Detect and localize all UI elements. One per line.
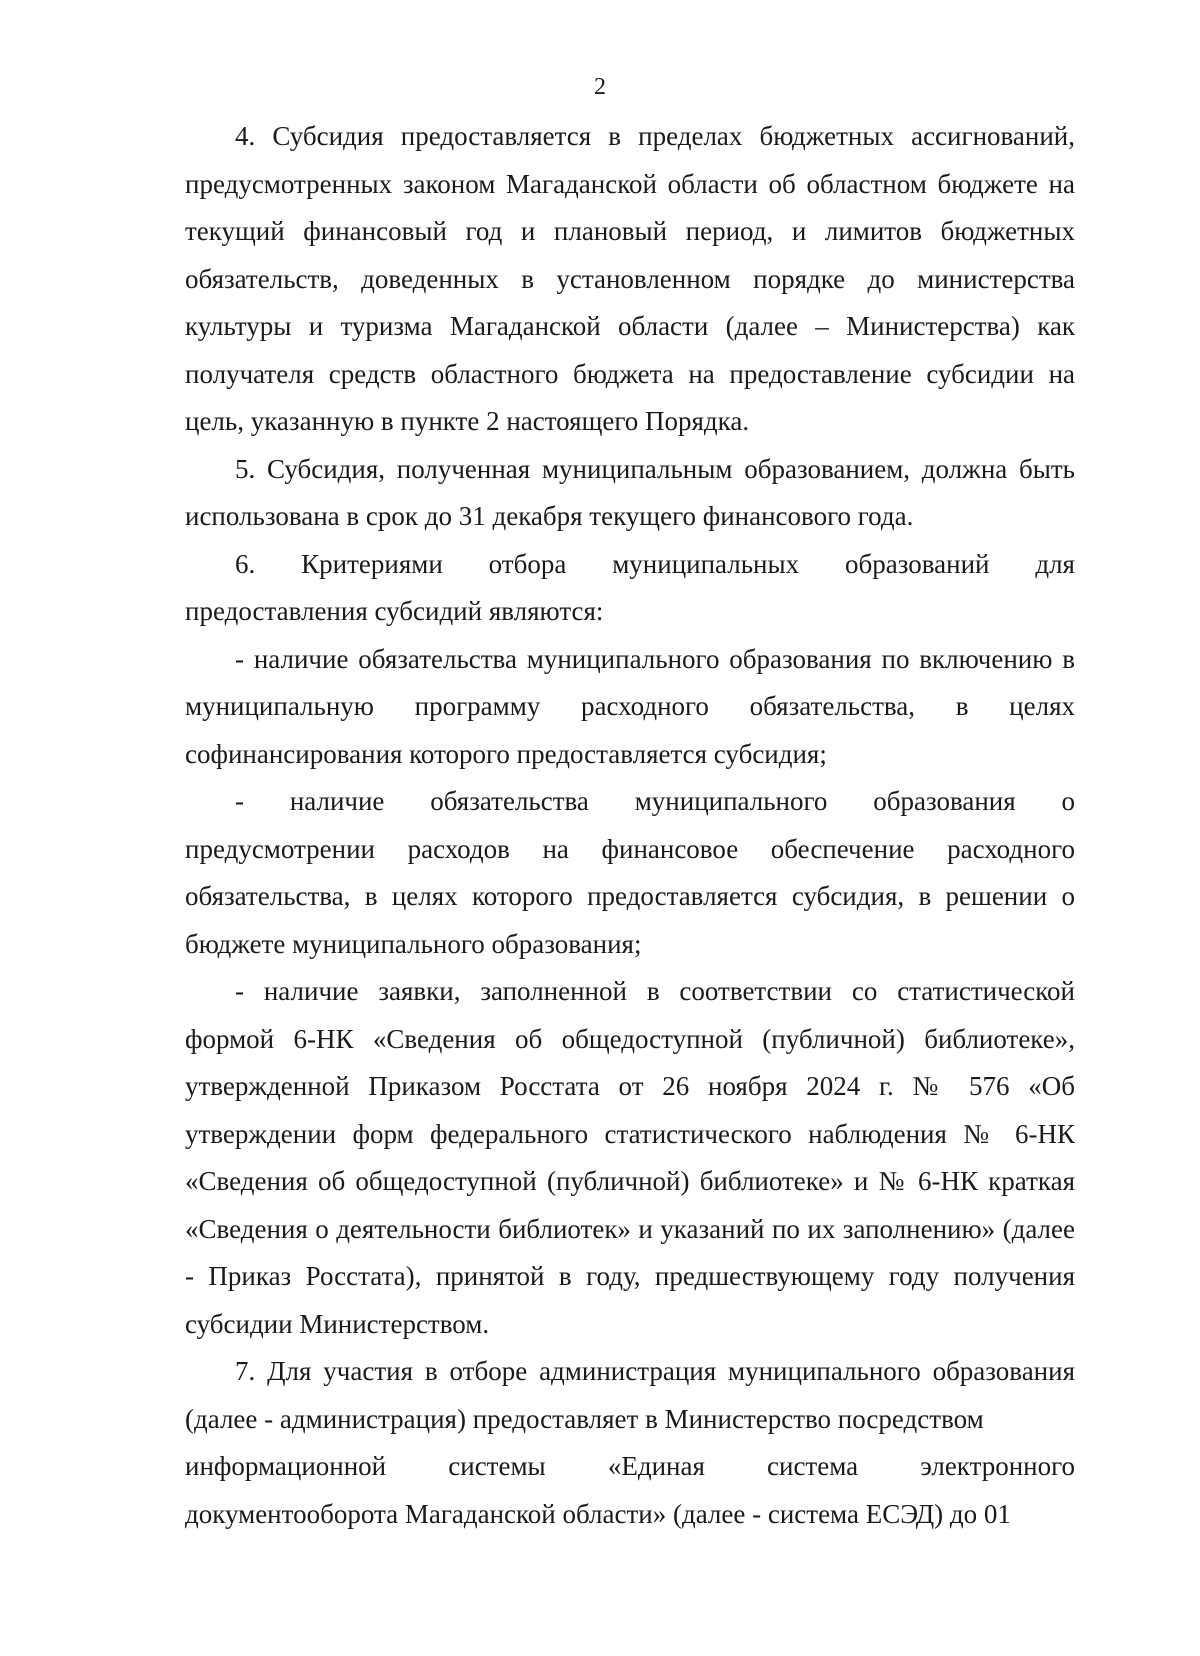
paragraph-5: 5. Субсидия, полученная муниципальным образованием, должна быть использована в срок до 31 декабря текущего финансового года.	[185, 453, 1075, 531]
paragraph-7-word: электронного	[920, 1451, 1075, 1481]
paragraph-7-word: информационной	[185, 1451, 387, 1481]
criterion-2-word: о	[1061, 786, 1075, 816]
criterion-2-word: образования	[873, 786, 1016, 816]
document-body	[185, 113, 1075, 1538]
paragraph-6-first-line	[185, 541, 1075, 589]
page-number: 2	[594, 74, 606, 100]
paragraph-6-rest: предоставления субсидий являются:	[185, 596, 604, 626]
criterion-2-word: -	[235, 786, 244, 816]
paragraph-7-end: документооборота Магаданской области» (далее - система ЕСЭД) до 01	[185, 1498, 1011, 1529]
paragraph-4: 4. Субсидия предоставляется в пределах бюджетных ассигнований, предусмотренных законом Магаданской области об областном бюджете на текущий финансовый год и плановый период, и лимитов бюджетных обязательств, доведенных в установленном порядке до министерства культуры и туризма Магаданской области (далее – Министерства) как получателя средств областного бюджета на предоставление субсидии на цель, указанную в пункте 2 настоящего Порядка.	[185, 121, 1075, 436]
criterion-2-first-line	[185, 778, 1075, 826]
criterion-2-word: обязательства	[430, 786, 589, 816]
criterion-2-word: наличие	[289, 786, 385, 816]
criterion-2-rest: предусмотрении расходов на финансовое обеспечение расходного обязательства, в целях которого предоставляется субсидия, в решении о бюджете муниципального образования;	[185, 833, 1075, 959]
paragraph-6-word: 6.	[235, 548, 256, 579]
criterion-2-word: муниципального	[634, 786, 828, 816]
criterion-3: - наличие заявки, заполненной в соответствии со статистической формой 6-НК «Сведения об общедоступной (публичной) библиотеке», утвержденной Приказом Росстата от 26 ноября 2024 г. № 576 «Об утверждении форм федерального статистического наблюдения № 6-НК «Сведения об общедоступной (публичной) библиотеке» и № 6-НК краткая «Сведения о деятельности библиотек» и указаний по их заполнению» (далее - Приказ Росстата), принятой в году, предшествующему году получения субсидии Министерством.	[185, 976, 1075, 1339]
paragraph-7-word: «Единая	[607, 1451, 705, 1481]
paragraph-7-word: системы	[448, 1451, 546, 1481]
paragraph-6-word: Критериями	[301, 548, 443, 579]
paragraph-7-start: 7. Для участия в отборе администрация муниципального образования (далее - администрация) предоставляет в Министерство посредством	[185, 1356, 1075, 1434]
paragraph-6-word: для	[1035, 548, 1075, 579]
paragraph-7-word: система	[767, 1451, 859, 1481]
criterion-2	[185, 778, 1075, 968]
paragraph-6	[185, 541, 1075, 636]
paragraph-6-word: образований	[845, 548, 990, 579]
criterion-1: - наличие обязательства муниципального образования по включению в муниципальную программу расходного обязательства, в целях софинансирования которого предоставляется субсидия;	[185, 643, 1075, 769]
paragraph-6-word: отбора	[488, 548, 567, 579]
paragraph-7-spread-line	[185, 1443, 1075, 1491]
paragraph-7	[185, 1348, 1075, 1538]
paragraph-6-word: муниципальных	[612, 548, 800, 579]
